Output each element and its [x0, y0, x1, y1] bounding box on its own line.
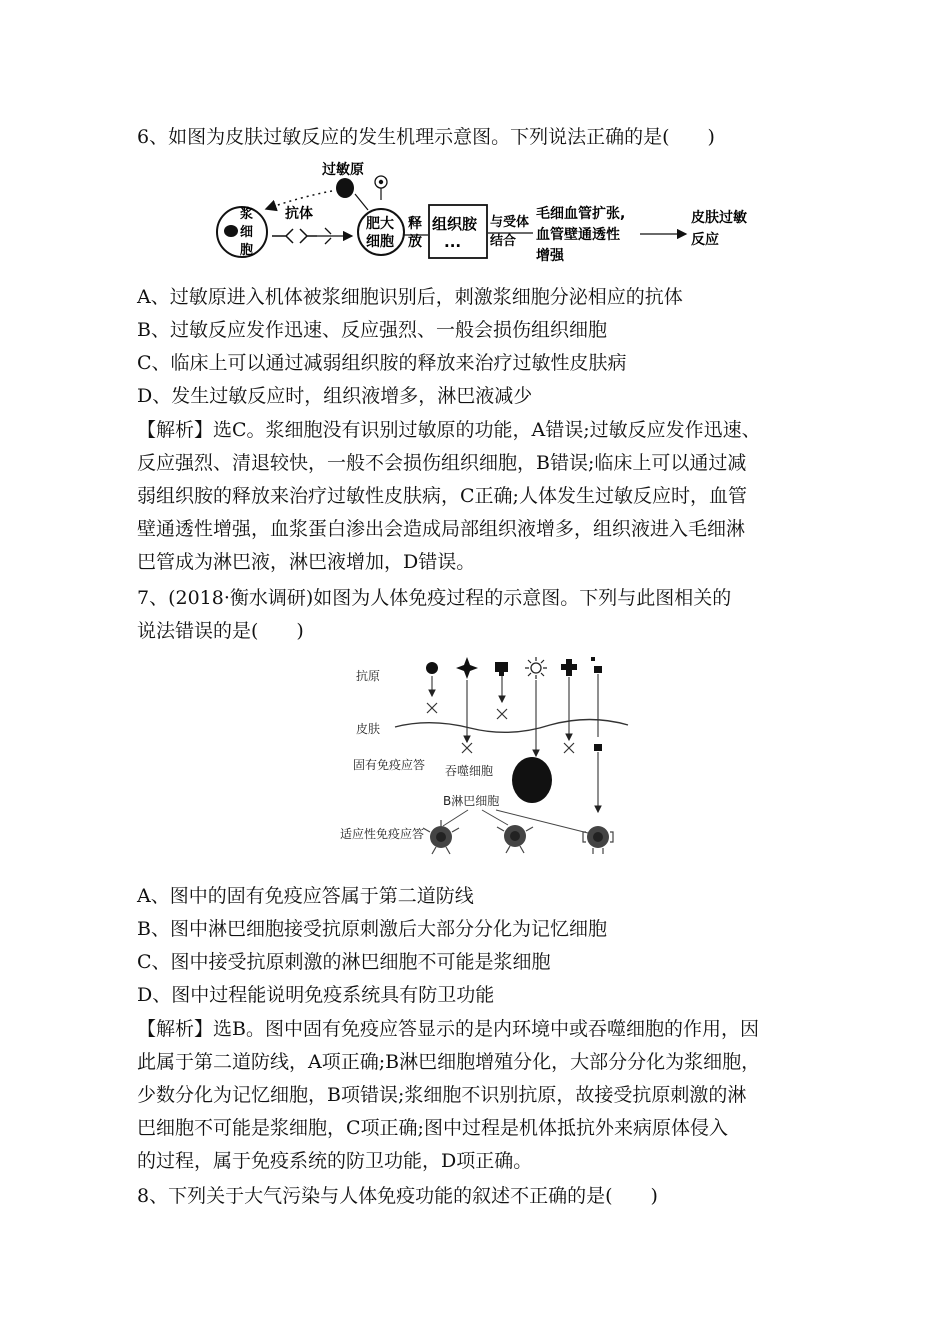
svg-text:释: 释: [408, 216, 422, 232]
q7-phagocyte: [512, 757, 552, 803]
q6-option-b: B、过敏反应发作迅速、反应强烈、一般会损伤组织细胞: [137, 319, 607, 341]
q7-analysis-line: 【解析】选B。图中固有免疫应答显示的是内环境中或吞噬细胞的作用，因: [137, 1018, 759, 1040]
q6-antibody-label: 抗体: [285, 206, 313, 222]
svg-text:肥大: 肥大: [366, 216, 394, 232]
svg-text:血管壁通透性: 血管壁通透性: [536, 227, 620, 243]
svg-text:吞噬细胞: 吞噬细胞: [445, 764, 494, 778]
svg-text:与受体: 与受体: [490, 215, 530, 230]
q7-figure: [0, 652, 950, 867]
q6-analysis-line: 壁通透性增强，血浆蛋白渗出会造成局部组织液增多，组织液进入毛细淋: [137, 518, 746, 540]
q6-analysis-line: 【解析】选C。浆细胞没有识别过敏原的功能，A错误;过敏反应发作迅速、: [137, 419, 761, 441]
q7-analysis-line: 的过程，属于免疫系统的防卫功能，D项正确。: [137, 1150, 533, 1172]
q7-option-b: B、图中淋巴细胞接受抗原刺激后大部分分化为记忆细胞: [137, 918, 607, 940]
svg-text:放: 放: [408, 234, 422, 250]
svg-text:细胞: 细胞: [366, 234, 394, 250]
q7-analysis-line: 此属于第二道防线，A项正确;B淋巴细胞增殖分化，大部分分化为浆细胞，: [137, 1051, 761, 1073]
q7-stem: 7、(2018·衡水调研)如图为人体免疫过程的示意图。下列与此图相关的: [137, 587, 732, 609]
q8-stem: 8、下列关于大气污染与人体免疫功能的叙述不正确的是( ): [137, 1185, 658, 1207]
svg-text:结合: 结合: [490, 234, 517, 249]
svg-text:反应: 反应: [691, 232, 719, 248]
q6-analysis-line: 弱组织胺的释放来治疗过敏性皮肤病，C正确;人体发生过敏反应时，血管: [137, 485, 747, 507]
q7-option-a: A、图中的固有免疫应答属于第二道防线: [137, 885, 474, 907]
q6-option-a: A、过敏原进入机体被浆细胞识别后，刺激浆细胞分泌相应的抗体: [137, 286, 683, 308]
svg-text:胞: 胞: [240, 243, 254, 258]
svg-text:组织胺: 组织胺: [432, 215, 478, 233]
svg-text:···: ···: [444, 237, 462, 255]
svg-text:细: 细: [240, 225, 254, 240]
q6-analysis-line: 反应强烈、清退较快，一般不会损伤组织细胞，B错误;临床上可以通过减: [137, 452, 747, 474]
q7-option-c: C、图中接受抗原刺激的淋巴细胞不可能是浆细胞: [137, 951, 551, 973]
q6-stem: 6、如图为皮肤过敏反应的发生机理示意图。下列说法正确的是( ): [137, 126, 715, 148]
svg-text:适应性免疫应答: 适应性免疫应答: [340, 827, 425, 841]
svg-text:皮肤过敏: 皮肤过敏: [691, 210, 747, 226]
q6-option-c: C、临床上可以通过减弱组织胺的释放来治疗过敏性皮肤病: [137, 352, 627, 374]
q6-allergen-shape: [336, 178, 354, 198]
q6-option-d: D、发生过敏反应时，组织液增多，淋巴液减少: [137, 385, 533, 407]
svg-text:皮肤: 皮肤: [356, 722, 381, 736]
q6-figure: [0, 155, 950, 265]
q7-analysis-line: 巴细胞不可能是浆细胞，C项正确;图中过程是机体抵抗外来病原体侵入: [137, 1117, 728, 1139]
svg-text:增强: 增强: [536, 248, 564, 264]
svg-text:毛细血管扩张,: 毛细血管扩张,: [536, 206, 626, 222]
q6-analysis-line: 巴管成为淋巴液，淋巴液增加，D错误。: [137, 551, 476, 573]
q6-allergen-label: 过敏原: [322, 162, 364, 178]
q7-skin-line: [395, 720, 628, 733]
svg-text:抗原: 抗原: [356, 669, 381, 683]
q7-analysis-line: 少数分化为记忆细胞，B项错误;浆细胞不识别抗原，故接受抗原刺激的淋: [137, 1084, 747, 1106]
svg-text:浆: 浆: [240, 207, 254, 222]
q7-stem: 说法错误的是( ): [137, 620, 304, 642]
svg-text:固有免疫应答: 固有免疫应答: [353, 758, 426, 772]
svg-text:B淋巴细胞: B淋巴细胞: [443, 794, 500, 808]
q7-option-d: D、图中过程能说明免疫系统具有防卫功能: [137, 984, 495, 1006]
